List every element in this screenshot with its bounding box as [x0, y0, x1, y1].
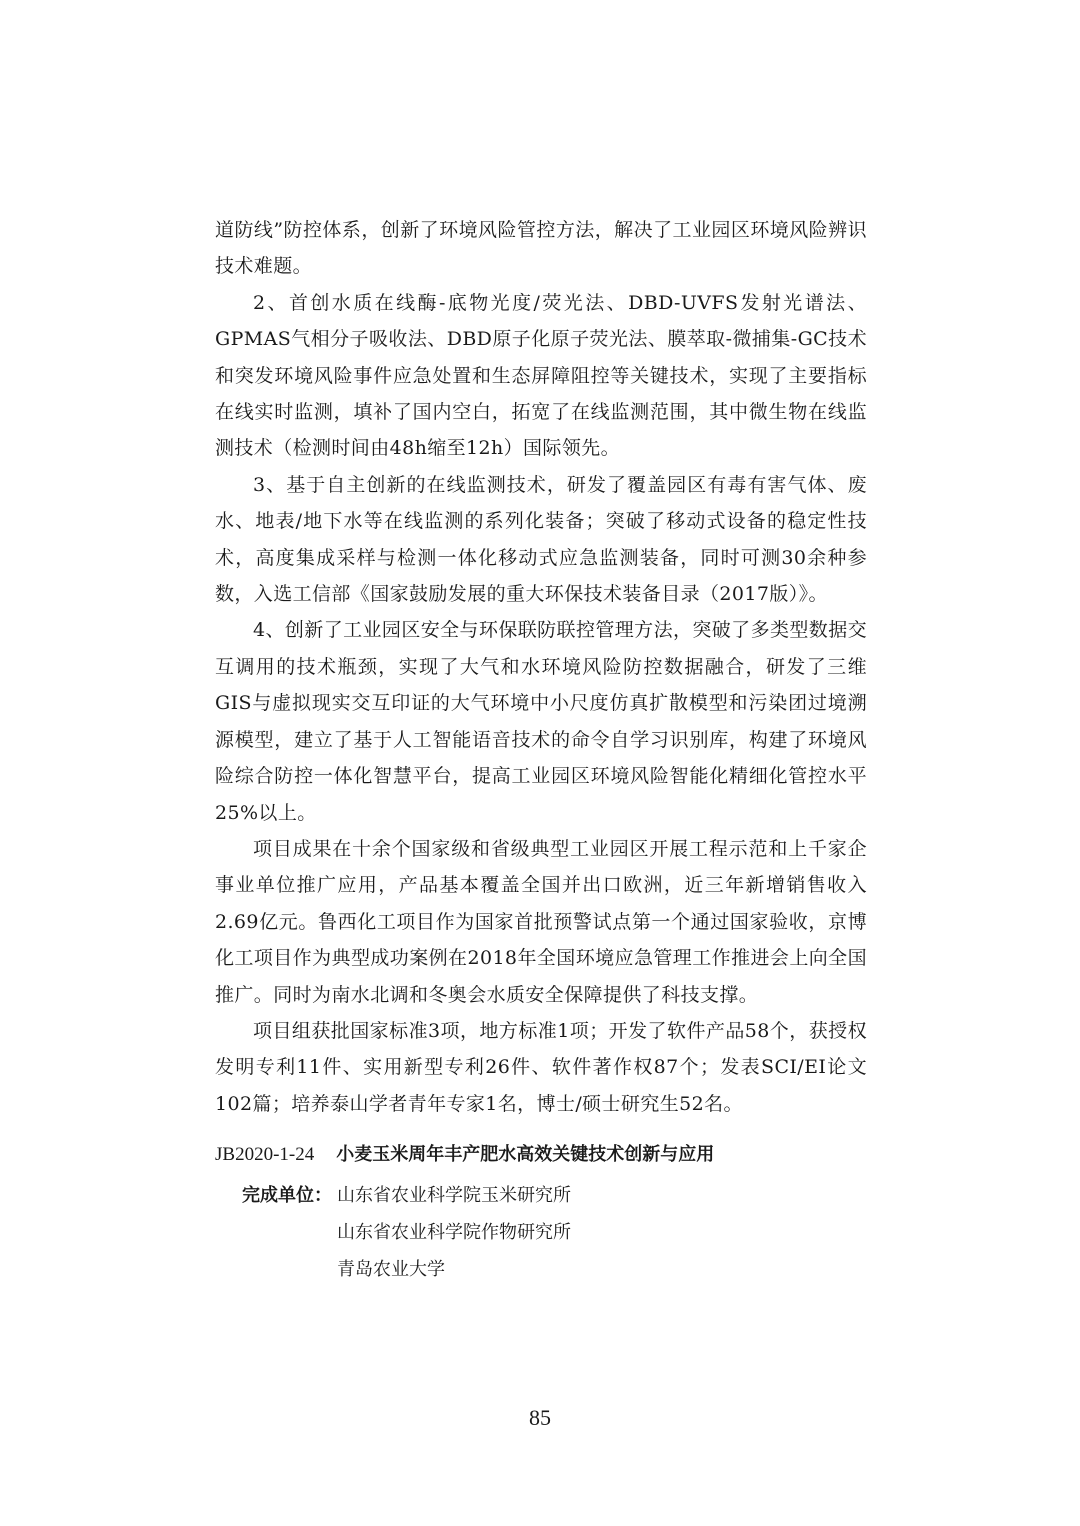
paragraph-achievements: 项目组获批国家标准3项，地方标准1项；开发了软件产品58个，获授权发明专利11件、实用新型专利26件、软件著作权87个；发表SCI/EI论文102篇；培养泰山学者青年专家1名，博士/硕士研究生52名。: [215, 1019, 867, 1115]
project-entry: [215, 1136, 915, 1288]
completion-units: [215, 1177, 915, 1288]
unit-item: 山东省农业科学院作物研究所: [337, 1222, 571, 1243]
project-code: JB2020-1-24: [215, 1144, 315, 1165]
paragraph-item-3: 3、基于自主创新的在线监测技术，研发了覆盖园区有毒有害气体、废水、地表/地下水等在线监测的系列化装备；突破了移动式设备的稳定性技术，高度集成采样与检测一体化移动式应急监测装备，同时可测30余种参数，入选工信部《国家鼓励发展的重大环保技术装备目录（2017版）》。: [215, 473, 867, 606]
page-number: 85: [529, 1405, 551, 1430]
paragraph-continuation: 道防线”防控体系，创新了环境风险管控方法，解决了工业园区环境风险辨识技术难题。: [215, 219, 867, 278]
paragraph-item-4: 4、创新了工业园区安全与环保联防联控管理方法，突破了多类型数据交互调用的技术瓶颈，实现了大气和水环境风险防控数据融合，研发了三维GIS与虚拟现实交互印证的大气环境中小尺度仿真扩散模型和污染团过境溯源模型，建立了基于人工智能语音技术的命令自学习识别库，构建了环境风险综合防控一体化智慧平台，提高工业园区环境风险智能化精细化管控水平25%以上。: [215, 619, 867, 824]
unit-item: 山东省农业科学院玉米研究所: [337, 1185, 571, 1206]
paragraph-item-2: 2、首创水质在线酶-底物光度/荧光法、DBD-UVFS发射光谱法、GPMAS气相分子吸收法、DBD原子化原子荧光法、膜萃取-微捕集-GC技术和突发环境风险事件应急处置和生态屏障阻控等关键技术，实现了主要指标在线实时监测，填补了国内空白，拓宽了在线监测范围，其中微生物在线监测技术（检测时间由48h缩至12h）国际领先。: [215, 291, 867, 460]
unit-item: 青岛农业大学: [337, 1259, 445, 1280]
body-text: [215, 212, 867, 1122]
units-label: 完成单位：: [242, 1185, 332, 1206]
project-title: 小麦玉米周年丰产肥水高效关键技术创新与应用: [336, 1144, 715, 1165]
project-heading: [215, 1136, 915, 1173]
units-list: [337, 1177, 571, 1288]
paragraph-results: 项目成果在十余个国家级和省级典型工业园区开展工程示范和上千家企事业单位推广应用，产品基本覆盖全国并出口欧洲，近三年新增销售收入2.69亿元。鲁西化工项目作为国家首批预警试点第一个通过国家验收，京博化工项目作为典型成功案例在2018年全国环境应急管理工作推进会上向全国推广。同时为南水北调和冬奥会水质安全保障提供了科技支撑。: [215, 837, 867, 1006]
